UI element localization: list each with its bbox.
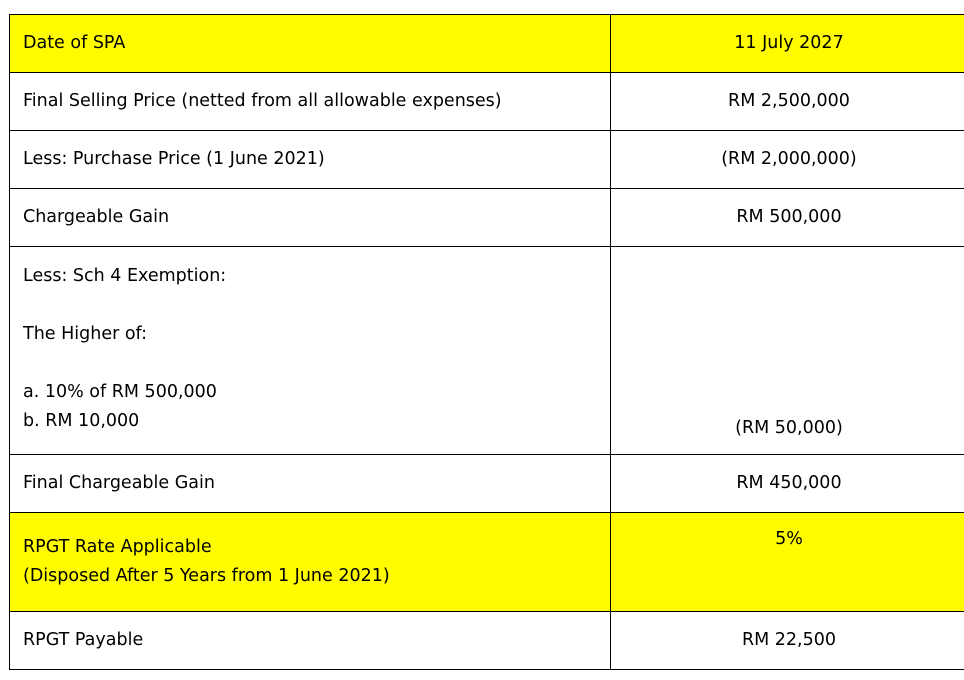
row-label: [10, 247, 611, 455]
row-value: (RM 50,000): [611, 247, 964, 455]
row-value: RM 450,000: [611, 455, 964, 513]
row-label: [10, 513, 611, 612]
exemption-option-a: a. 10% of RM 500,000: [23, 382, 217, 402]
row-label: Chargeable Gain: [10, 189, 611, 247]
row-rpgt-rate: [10, 513, 964, 612]
row-final-chargeable-gain: [10, 455, 964, 513]
row-value: RM 22,500: [611, 612, 964, 670]
rate-label: RPGT Rate Applicable: [23, 537, 212, 557]
row-final-selling-price: [10, 73, 964, 131]
row-rpgt-payable: [10, 612, 964, 670]
row-value: (RM 2,000,000): [611, 131, 964, 189]
row-chargeable-gain: [10, 189, 964, 247]
row-label: Final Chargeable Gain: [10, 455, 611, 513]
row-value: RM 500,000: [611, 189, 964, 247]
exemption-heading: Less: Sch 4 Exemption:: [23, 266, 227, 286]
row-value: 5%: [611, 513, 964, 612]
rate-note: (Disposed After 5 Years from 1 June 2021): [23, 566, 390, 586]
row-value: RM 2,500,000: [611, 73, 964, 131]
row-purchase-price: [10, 131, 964, 189]
row-label: Date of SPA: [10, 15, 611, 73]
row-value: 11 July 2027: [611, 15, 964, 73]
row-sch4-exemption: [10, 247, 964, 455]
exemption-option-b: b. RM 10,000: [23, 411, 140, 431]
rpgt-calculation-table: [9, 14, 964, 670]
row-date-of-spa: [10, 15, 964, 73]
row-label: RPGT Payable: [10, 612, 611, 670]
row-label: Final Selling Price (netted from all allowable expenses): [10, 73, 611, 131]
exemption-higher-of: The Higher of:: [23, 324, 147, 344]
row-label: Less: Purchase Price (1 June 2021): [10, 131, 611, 189]
